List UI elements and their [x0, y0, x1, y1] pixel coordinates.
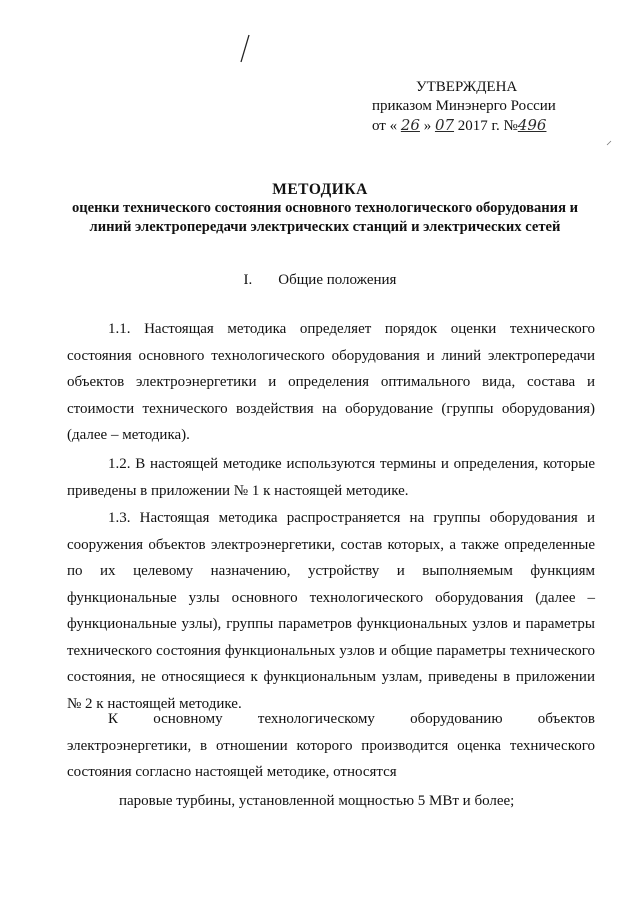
date-prefix: от « [372, 118, 398, 134]
approval-date-line [372, 116, 572, 136]
handwritten-order-number: 496 [517, 116, 547, 134]
list-item-text: паровые турбины, установленной мощностью 5 МВт и более; [119, 793, 515, 809]
approval-block [372, 78, 572, 136]
paragraph-1-2 [67, 451, 595, 504]
paragraph-equipment-intro [67, 706, 595, 786]
approval-order: приказом Минэнерго России [372, 98, 556, 114]
paragraph-text: 1.3. Настоящая методика распространяется на группы оборудования и сооружения объектов электроэнергетики, состав которых, а также определенные по их целевому назначению, устройству и выполняемым функциям функциональные узлы основного технологического оборудования (далее – функциональные узлы), группы параметров функциональных узлов и параметры технического состояния функциональных узлов и общие параметры технического состояния, не относящиеся к функциональным узлам, приведены в приложении № 2 к настоящей методике. [67, 510, 595, 712]
paragraph-text: 1.2. В настоящей методике используются термины и определения, которые приведены в приложении № 1 к настоящей методике. [67, 456, 595, 499]
section-number: I. [243, 272, 253, 288]
handwritten-stroke [238, 34, 252, 64]
handwritten-day: 26 [400, 116, 420, 134]
document-title: МЕТОДИКА [272, 181, 368, 198]
section-title: Общие положения [278, 272, 397, 288]
paragraph-1-1 [67, 316, 595, 449]
list-item-steam-turbines [67, 788, 595, 815]
paragraph-text: 1.1. Настоящая методика определяет порядок оценки технического состояния основного технологического оборудования и линий электропередачи объектов электроэнергетики и определения оптимального вида, состава и стоимости технического воздействия на оборудование (группы оборудования) (далее – методика). [67, 321, 595, 443]
date-mid: » [423, 118, 432, 134]
document-subtitle: оценки технического состояния основного технологического оборудования и линий электропередачи электрических станций и электрических сетей [71, 200, 579, 235]
date-year: 2017 г. № [457, 118, 518, 134]
handwritten-month: 07 [434, 116, 455, 134]
section-heading [0, 272, 640, 289]
approval-heading: УТВЕРЖДЕНА [416, 79, 518, 95]
paragraph-1-3 [67, 505, 595, 717]
paragraph-text: К основному технологическому оборудованию объектов электроэнергетики, в отношении которого производится оценка технического состояния согласно настоящей методике, относятся [67, 711, 595, 780]
scan-speck [606, 140, 612, 146]
